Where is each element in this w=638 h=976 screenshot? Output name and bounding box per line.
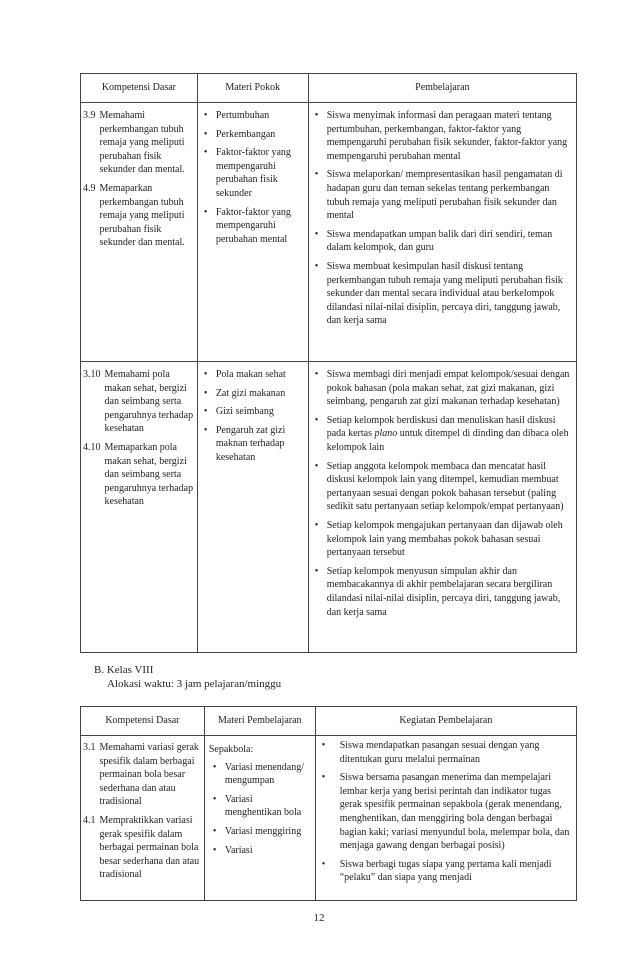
kd-item: [83, 814, 202, 882]
header-materi-pembelajaran: Materi Pembelajaran: [204, 707, 315, 736]
table-row: [81, 362, 577, 653]
kd-number: 4.10: [83, 441, 101, 453]
header-materi-pokok: Materi Pokok: [197, 74, 308, 103]
materi-item: • Zat gizi makanan: [200, 387, 304, 401]
pembelajaran-item: • Setiap kelompok menyusun simpulan akhir dan membacakannya di akhir pembelajaran secara bergiliran dilandasi nilai-nilai disiplin, percaya diri, tanggung jawab, dan kerja sama: [311, 565, 570, 619]
header-kompetensi-dasar: Kompetensi Dasar: [81, 74, 198, 103]
pembelajaran-cell: [308, 103, 576, 362]
pembelajaran-item: • Siswa melaporkan/ mempresentasikan hasil pengamatan di hadapan guru dan teman sekelas tentang perkembangan tubuh remaja yang meliputi perubahan fisik sekunder dan mental: [311, 168, 570, 222]
pembelajaran-item: • Setiap anggota kelompok membaca dan mencatat hasil diskusi kelompok lain yang ditempel, kemudian membuat pertanyaan sesuai dengan pokok bahasan tersebut (paling sedikit satu pertanyaan setiap kelompok/empat pertanyaan): [311, 460, 570, 514]
section-title: Kelas VIII: [106, 664, 154, 676]
header-kegiatan-pembelajaran: Kegiatan Pembelajaran: [315, 707, 576, 736]
materi-item: • Pola makan sehat: [200, 368, 304, 382]
kd-item: [83, 109, 195, 177]
section-title-line: [94, 663, 281, 677]
alokasi-waktu: Alokasi waktu: 3 jam pelajaran/minggu: [107, 678, 282, 690]
materi-item: • Pertumbuhan: [200, 109, 304, 123]
kegiatan-cell: [315, 736, 576, 901]
header-pembelajaran: Pembelajaran: [308, 74, 576, 103]
pembelajaran-item: • Siswa mendapatkan umpan balik dari diri sendiri, teman dalam kelompok, dan guru: [311, 228, 570, 255]
pembelajaran-item: • Siswa membagi diri menjadi empat kelompok/sesuai dengan pokok bahasan (pola makan sehat, zat gizi makanan, gizi seimbang, pengaruh zat gizi makanan terhadap kesehatan): [311, 368, 570, 409]
kd-text: Memaparkan perkembangan tubuh remaja yang meliputi perubahan fisik sekunder dan mental.: [99, 182, 185, 249]
materi-item: • Pengaruh zat gizi maknan terhadap kesehatan: [200, 424, 304, 465]
kd-number: 4.9: [83, 182, 96, 194]
kd-item: [83, 441, 195, 509]
competency-table-8: [80, 706, 577, 901]
kd-number: 3.10: [83, 369, 101, 380]
kegiatan-item: • Siswa mendapatkan pasangan sesuai dengan yang ditentukan guru melalui permainan: [318, 739, 572, 766]
materi-item: • Variasi menggiring: [209, 825, 311, 839]
materi-item: • Variasi: [209, 844, 311, 858]
kegiatan-item: • Siswa bersama pasangan menerima dan mempelajari lembar kerja yang berisi perintah dan indikator tugas gerak spesifik permainan sepakbola (gerak menendang, menghentikan, dan menggiring bola dengan berbagai bagian kaki; variasi menyundul bola, melempar bola, dan menjaga gawang dengan berbagai posisi): [318, 771, 572, 853]
kd-text: Memahami pola makan sehat, bergizi dan seimbang serta pengaruhnya terhadap kesehatan: [104, 369, 194, 435]
kd-text: Memahami variasi gerak spesifik dalam berbagai permainan bola besar sederhana dan atau tradisional: [99, 742, 199, 808]
table-row: [81, 736, 577, 901]
section-letter: B.: [94, 664, 105, 676]
pembelajaran-item: • Siswa menyimak informasi dan peragaan materi tentang pertumbuhan, perkembangan, faktor-faktor yang mempengaruhi perubahan fisik sekunder, faktor-faktor yang mempengaruhi perubahan mental: [311, 109, 570, 163]
pembelajaran-cell: [308, 362, 576, 653]
page-number: 12: [313, 912, 325, 924]
kd-number: 3.9: [83, 110, 96, 121]
pembelajaran-item: • Setiap kelompok berdiskusi dan menuliskan hasil diskusi pada kertas plano untuk ditempel di dinding dan dibaca oleh kelompok lain: [311, 414, 570, 455]
materi-item: • Variasi menendang/ mengumpan: [209, 761, 311, 788]
kd-text: Memaparkan pola makan sehat, bergizi dan seimbang serta pengaruhnya terhadap kesehatan: [104, 441, 194, 508]
kd-number: 4.1: [83, 814, 96, 826]
kd-cell: [81, 736, 205, 901]
header-kompetensi-dasar: Kompetensi Dasar: [81, 707, 205, 736]
materi-cell: [197, 362, 308, 653]
kegiatan-item: • Siswa berbagi tugas siapa yang pertama kali menjadi “pelaku” dan siapa yang menjadi: [318, 858, 572, 885]
kd-text: Memahami perkembangan tubuh remaja yang meliputi perubahan fisik sekunder dan mental.: [99, 110, 185, 176]
materi-cell: [197, 103, 308, 362]
materi-item: • Gizi seimbang: [200, 405, 304, 419]
kd-cell: [81, 362, 198, 653]
section-heading: [94, 663, 281, 691]
pembelajaran-item: • Siswa membuat kesimpulan hasil diskusi tentang perkembangan tubuh remaja yang meliputi perubahan fisik sekunder dan mental secara individual atau berkelompok dilandasi nilai-nilai disiplin, percaya diri, tanggung jawab, dan kerja sama: [311, 260, 570, 328]
materi-heading: Sepakbola:: [208, 744, 254, 755]
competency-table-7: [80, 73, 577, 653]
materi-cell: [204, 736, 315, 901]
table-row: [81, 103, 577, 362]
kd-item: [83, 182, 195, 250]
materi-item: • Faktor-faktor yang mempengaruhi perubahan mental: [200, 206, 304, 247]
kd-item: [83, 741, 202, 809]
kd-item: [83, 368, 195, 436]
materi-item: • Variasi menghentikan bola: [209, 793, 311, 820]
materi-item: • Perkembangan: [200, 128, 304, 142]
materi-item: • Faktor-faktor yang mempengaruhi perubahan fisik sekunder: [200, 146, 304, 200]
kd-cell: [81, 103, 198, 362]
kd-text: Mempraktikkan variasi gerak spesifik dalam berbagai permainan bola besar sederhana dan atau tradisional: [99, 814, 200, 881]
kd-number: 3.1: [83, 742, 96, 753]
pembelajaran-item: • Setiap kelompok mengajukan pertanyaan dan dijawab oleh kelompok lain yang membahas pokok bahasan sesuai pertanyaan tersebut: [311, 519, 570, 560]
